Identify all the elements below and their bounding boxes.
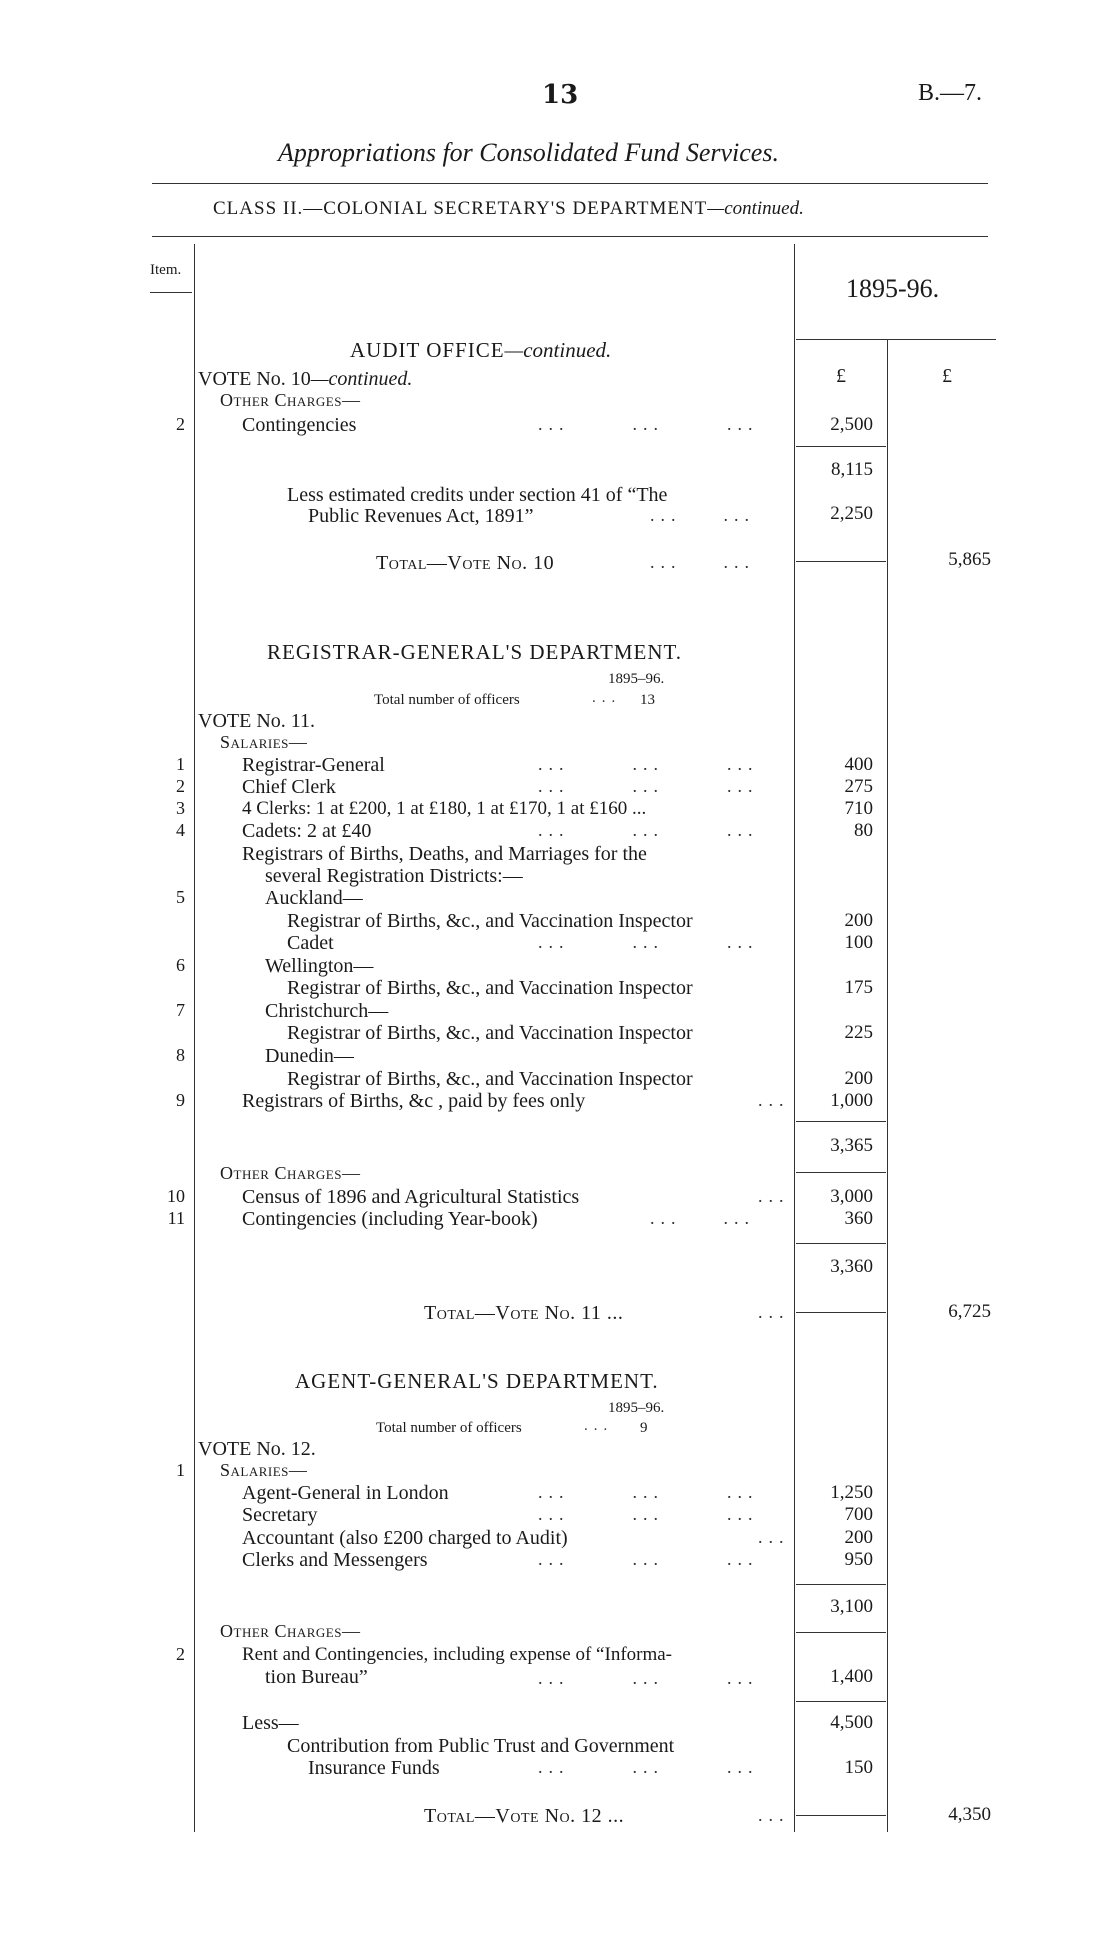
class-main: CLASS II.—COLONIAL SECRETARY'S DEPARTMENT	[213, 198, 708, 219]
leader-dots: ...	[592, 690, 622, 706]
registrar-other-charges: Other Charges—	[220, 1163, 361, 1183]
christchurch-registrar: Registrar of Births, &c., and Vaccination Inspector	[287, 1022, 693, 1044]
leader-dots: ... ... ...	[538, 754, 759, 774]
agent-other-charges: Other Charges—	[220, 1621, 361, 1641]
dunedin-item: 8	[176, 1045, 185, 1065]
doc-reference: B.—7.	[918, 80, 983, 106]
page-title: Appropriations for Consolidated Fund Services.	[278, 138, 779, 167]
audit-vote	[198, 368, 412, 391]
registrar-total-label: Total—Vote No. 11 ...	[424, 1302, 624, 1324]
leader-dots: ...	[758, 1527, 790, 1547]
class-heading	[213, 198, 804, 220]
auckland-item: 5	[176, 887, 185, 907]
registrar-item-amount: 80	[854, 820, 873, 841]
amount-rule	[796, 1701, 886, 1702]
leader-dots: ...	[758, 1805, 790, 1825]
title-rule	[152, 183, 988, 184]
registrar-item-amount: 275	[844, 776, 873, 797]
audit-total: 5,865	[948, 549, 991, 570]
amount-rule	[796, 1172, 886, 1173]
fees-label: Registrars of Births, &c , paid by fees only	[242, 1090, 586, 1112]
agent-salaries-item: 1	[176, 1460, 185, 1480]
class-continued: —continued.	[707, 198, 804, 219]
amount-rule	[796, 561, 886, 562]
registrar-year: 1895–96.	[608, 671, 665, 687]
leader-dots: ... ...	[650, 1208, 755, 1228]
leader-dots: ... ... ...	[538, 1504, 759, 1524]
audit-heading-continued: —continued.	[504, 338, 612, 362]
amount-rule	[796, 446, 886, 447]
registrar-other-subtotal: 3,360	[830, 1256, 873, 1277]
wellington-amount: 175	[844, 977, 873, 998]
year-column-header: 1895-96.	[846, 274, 940, 303]
leader-dots: ... ... ...	[538, 1668, 759, 1688]
amount-rule	[796, 1312, 886, 1313]
agent-rent-amount: 1,400	[830, 1666, 873, 1687]
agent-subtotal: 4,500	[830, 1712, 873, 1733]
leader-dots: ... ... ...	[538, 820, 759, 840]
item-column-header: Item.	[150, 262, 182, 278]
leader-dots: ... ... ...	[538, 1757, 759, 1777]
registrar-contingencies-label: Contingencies (including Year-book)	[242, 1208, 538, 1230]
wellington-item: 6	[176, 955, 185, 975]
registrar-vote: VOTE No. 11.	[198, 710, 316, 732]
year-header-rule	[796, 339, 996, 340]
registrar-item-amount: 400	[844, 754, 873, 775]
registrar-total: 6,725	[948, 1301, 991, 1322]
agent-item-amount: 950	[844, 1549, 873, 1570]
registrar-contingencies-item: 11	[167, 1208, 185, 1228]
auckland-cadet: Cadet	[287, 932, 334, 954]
audit-less-line1: Less estimated credits under section 41 of “The	[287, 484, 668, 506]
wellington-registrar: Registrar of Births, &c., and Vaccination Inspector	[287, 977, 693, 999]
agent-officers-count: 9	[640, 1420, 648, 1436]
registrar-heading: REGISTRAR-GENERAL'S DEPARTMENT.	[267, 640, 683, 664]
agent-salaries-subtotal: 3,100	[830, 1596, 873, 1617]
leader-dots: ... ... ...	[538, 414, 759, 434]
agent-item-label: Accountant (also £200 charged to Audit)	[242, 1527, 568, 1549]
amount-column-rule-left	[794, 244, 795, 1832]
agent-item-label: Secretary	[242, 1504, 318, 1526]
leader-dots: ... ... ...	[538, 1549, 759, 1569]
registrar-salaries: Salaries—	[220, 732, 308, 752]
christchurch-amount: 225	[844, 1022, 873, 1043]
agent-heading: AGENT-GENERAL'S DEPARTMENT.	[295, 1369, 659, 1393]
audit-vote-text: VOTE No. 10	[198, 368, 311, 390]
audit-contingencies-item: 2	[176, 414, 185, 434]
amount-rule	[796, 1121, 886, 1122]
amount-rule	[796, 1243, 886, 1244]
registrars-line1: Registrars of Births, Deaths, and Marriages for the	[242, 843, 647, 865]
agent-vote: VOTE No. 12.	[198, 1438, 316, 1460]
registrar-officers-label: Total number of officers	[374, 692, 520, 708]
audit-other-charges: Other Charges—	[220, 390, 361, 410]
leader-dots: ...	[758, 1186, 790, 1206]
leader-dots: ...	[758, 1302, 790, 1322]
leader-dots: ...	[758, 1090, 790, 1110]
pound-sign-2: £	[942, 365, 952, 387]
registrar-item-label: Registrar-General	[242, 754, 385, 776]
leader-dots: ... ...	[650, 552, 755, 572]
class-rule	[152, 236, 988, 237]
item-header-rule	[150, 292, 192, 293]
registrar-item-number: 4	[176, 820, 185, 840]
agent-item-amount: 700	[844, 1504, 873, 1525]
audit-total-label: Total—Vote No. 10	[376, 552, 555, 574]
fees-item: 9	[176, 1090, 185, 1110]
amount-rule	[796, 1632, 886, 1633]
audit-heading	[350, 338, 611, 363]
registrar-item-number: 1	[176, 754, 185, 774]
audit-contingencies-amount: 2,500	[830, 414, 873, 435]
audit-contingencies-label: Contingencies	[242, 414, 357, 436]
leader-dots: ... ...	[650, 505, 755, 525]
agent-rent-item: 2	[176, 1644, 185, 1664]
audit-vote-continued: —continued.	[310, 368, 413, 390]
agent-year: 1895–96.	[608, 1400, 665, 1416]
wellington-label: Wellington—	[265, 955, 374, 977]
agent-salaries: Salaries—	[220, 1460, 308, 1480]
audit-subtotal: 8,115	[830, 459, 873, 480]
registrar-item-amount: 710	[844, 798, 873, 819]
amount-rule	[796, 1584, 886, 1585]
christchurch-item: 7	[176, 1000, 185, 1020]
leader-dots: ... ... ...	[538, 932, 759, 952]
agent-less: Less—	[242, 1712, 299, 1734]
auckland-cadet-amount: 100	[844, 932, 873, 953]
registrar-item-number: 3	[176, 798, 185, 818]
agent-item-label: Agent-General in London	[242, 1482, 449, 1504]
dunedin-label: Dunedin—	[265, 1045, 354, 1067]
agent-item-amount: 200	[844, 1527, 873, 1548]
registrar-item-label: 4 Clerks: 1 at £200, 1 at £180, 1 at £170, 1 at £160 ...	[242, 798, 647, 819]
agent-contrib-line1: Contribution from Public Trust and Government	[287, 1735, 675, 1757]
leader-dots: ...	[584, 1418, 614, 1434]
dunedin-amount: 200	[844, 1068, 873, 1089]
fees-amount: 1,000	[830, 1090, 873, 1111]
census-label: Census of 1896 and Agricultural Statistics	[242, 1186, 580, 1208]
registrar-item-label: Chief Clerk	[242, 776, 336, 798]
census-amount: 3,000	[830, 1186, 873, 1207]
census-item: 10	[167, 1186, 185, 1206]
item-column-rule	[194, 244, 195, 1832]
agent-total: 4,350	[948, 1804, 991, 1825]
agent-item-label: Clerks and Messengers	[242, 1549, 428, 1571]
leader-dots: ... ... ...	[538, 776, 759, 796]
audit-less-amount: 2,250	[830, 503, 873, 524]
audit-heading-text: AUDIT OFFICE	[350, 338, 505, 362]
registrar-salaries-subtotal: 3,365	[830, 1135, 873, 1156]
agent-rent-line1: Rent and Contingencies, including expense of “Informa-	[242, 1644, 673, 1665]
registrar-item-label: Cadets: 2 at £40	[242, 820, 372, 842]
leader-dots: ... ... ...	[538, 1482, 759, 1502]
agent-officers-label: Total number of officers	[376, 1420, 522, 1436]
agent-item-amount: 1,250	[830, 1482, 873, 1503]
auckland-registrar-amount: 200	[844, 910, 873, 931]
registrar-contingencies-amount: 360	[844, 1208, 873, 1229]
registrar-officers-count: 13	[640, 692, 655, 708]
registrars-line2: several Registration Districts:—	[265, 865, 523, 887]
page-number: 13	[542, 80, 579, 110]
dunedin-registrar: Registrar of Births, &c., and Vaccination Inspector	[287, 1068, 693, 1090]
christchurch-label: Christchurch—	[265, 1000, 389, 1022]
auckland-label: Auckland—	[265, 887, 363, 909]
agent-rent-line2: tion Bureau”	[265, 1666, 368, 1688]
agent-total-label: Total—Vote No. 12 ...	[424, 1805, 625, 1827]
pound-sign-1: £	[836, 365, 846, 387]
amount-rule	[796, 1815, 886, 1816]
agent-contrib-line2: Insurance Funds	[308, 1757, 440, 1779]
auckland-registrar: Registrar of Births, &c., and Vaccination Inspector	[287, 910, 693, 932]
registrar-item-number: 2	[176, 776, 185, 796]
agent-contrib-amount: 150	[844, 1757, 873, 1778]
audit-less-line2: Public Revenues Act, 1891”	[308, 505, 534, 527]
